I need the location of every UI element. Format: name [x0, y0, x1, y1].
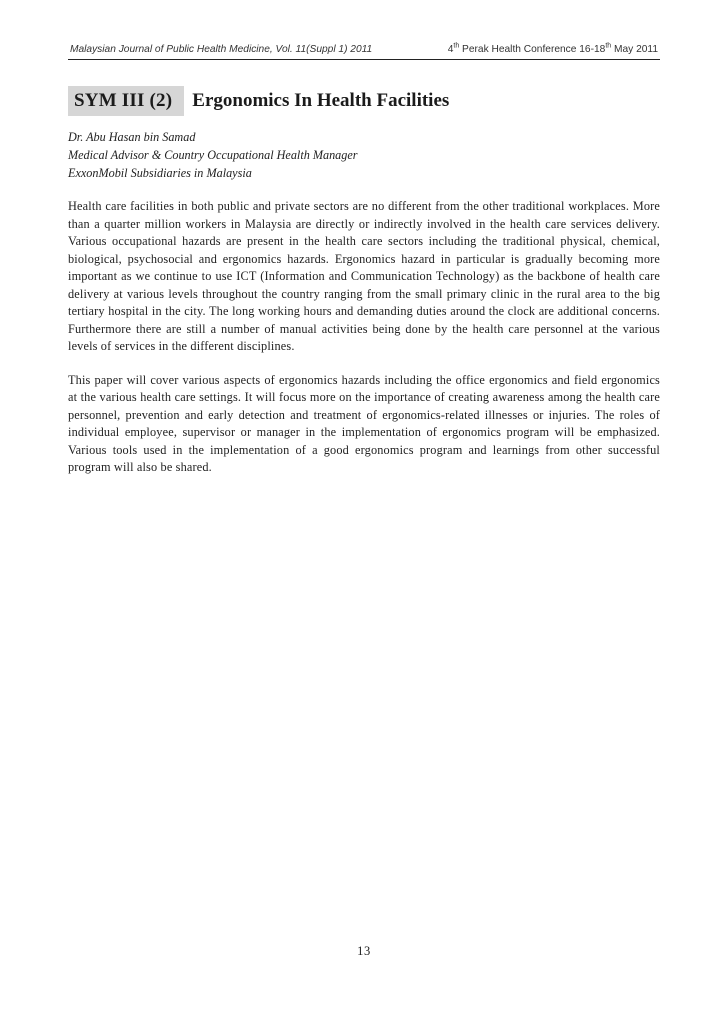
running-header: [68, 44, 660, 60]
author-affiliation: ExxonMobil Subsidiaries in Malaysia: [68, 166, 252, 180]
page-number: 13: [357, 944, 371, 958]
conference-info: [448, 44, 658, 55]
journal-citation: Malaysian Journal of Public Health Medicine, Vol. 11(Suppl 1) 2011: [70, 44, 373, 55]
author-name: Dr. Abu Hasan bin Samad: [68, 130, 196, 144]
conference-number-suffix: th: [453, 42, 460, 50]
abstract-paragraph-2: This paper will cover various aspects of ergonomics hazards including the office ergonomics and field ergonomics at the various health care settings. It will focus more on the importance of creating awareness among the health care personnel, prevention and early detection and treatment of ergonomics-related illnesses or injuries. The roles of individual employee, supervisor or manager in the implementation of ergonomics program will be emphasized. Various tools used in the implementation of a good ergonomics program and learnings from other successful program will also be shared.: [68, 372, 660, 474]
author-position: Medical Advisor & Country Occupational Health Manager: [68, 148, 358, 162]
conference-month-year: May 2011: [611, 44, 658, 55]
section-title-row: [68, 86, 660, 116]
paper-title: Ergonomics In Health Facilities: [192, 90, 450, 111]
symposium-label: SYM III (2): [68, 86, 184, 116]
abstract-paragraph-1: Health care facilities in both public and private sectors are no different from the other traditional workplaces. More than a quarter million workers in Malaysia are directly or indirectly involved in the health care services delivery. Various occupational hazards are present in the health care sectors including the traditional physical, chemical, biological, psychosocial and ergonomics hazards. Ergonomics hazard in particular is gradually becoming more important as we continue to use ICT (Information and Communication Technology) as the backbone of health care delivery at various levels throughout the country ranging from the small primary clinic in the rural area to the big tertiary hospital in the city. The long working hours and demanding duties around the clock are additional concerns. Furthermore there are still a number of manual activities being done by the health care personnel at the various levels of services in the different disciplines.: [68, 199, 660, 353]
conference-date-suffix: th: [605, 42, 612, 50]
author-block: [68, 128, 660, 182]
page: [68, 44, 660, 1004]
conference-name-dates: Perak Health Conference 16-18: [459, 44, 606, 55]
conference-number: 4: [447, 44, 454, 55]
